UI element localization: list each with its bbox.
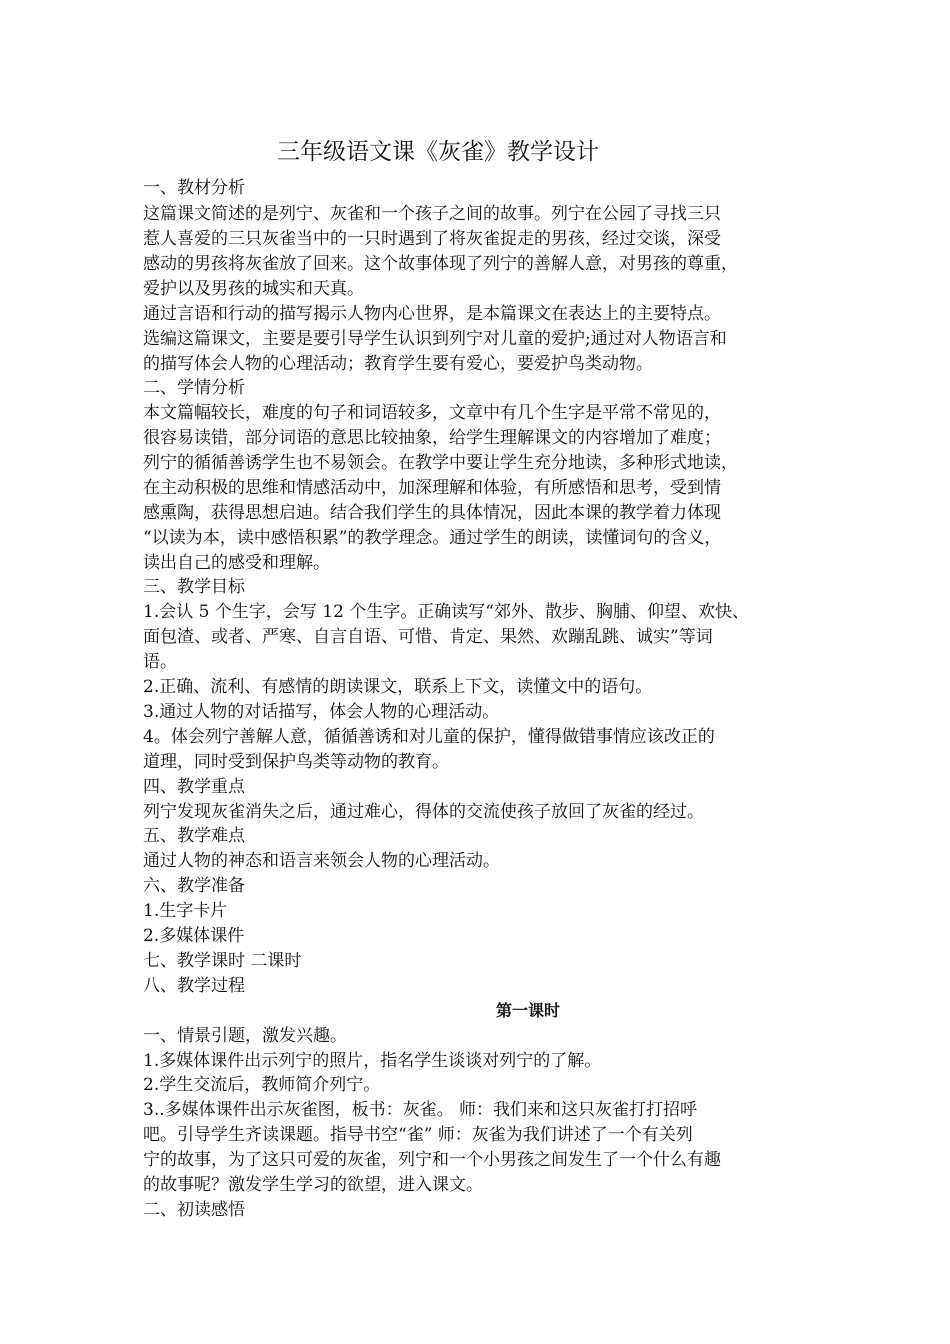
text-line: 2.正确、流利、有感情的朗读课文，联系上下文，读懂文中的语句。 [143,677,653,697]
text-line: 通过言语和行动的描写揭示人物内心世界，是本篇课文在表达上的主要特点。 [143,304,721,324]
text-line: 通过人物的神态和语言来领会人物的心理活动。 [143,851,500,871]
text-line: 在主动积极的思维和情感活动中，加深理解和体验，有所感悟和思考，受到情 [143,478,721,498]
text-line: 3..多媒体课件出示灰雀图，板书：灰雀。 师：我们来和这只灰雀打打招呼 [143,1100,698,1120]
text-line: 1.生字卡片 [143,901,228,921]
section-heading: 一、教材分析 [143,178,245,198]
text-line: 面包渣、或者、严寒、自言自语、可惜、肯定、果然、欢蹦乱跳、诚实”等词 [143,627,713,647]
section-heading: 八、教学过程 [143,976,245,996]
section-heading: 二、初读感悟 [143,1200,245,1220]
lesson-heading: 第一课时 [496,1001,561,1020]
text-line: 的描写体会人物的心理活动；教育学生要有爱心，要爱护鸟类动物。 [143,354,653,374]
text-line: 惹人喜爱的三只灰雀当中的一只时遇到了将灰雀捉走的男孩，经过交谈，深受 [143,229,721,249]
text-line: 读出自己的感受和理解。 [143,553,330,573]
text-line: 3.通过人物的对话描写，体会人物的心理活动。 [143,702,500,722]
text-line: 2.学生交流后，教师简介列宁。 [143,1075,381,1095]
section-heading: 二、学情分析 [143,378,245,398]
text-line: 1.多媒体课件出示列宁的照片，指名学生谈谈对列宁的了解。 [143,1051,602,1071]
section-heading: 三、教学目标 [143,577,245,597]
text-line: 道理，同时受到保护鸟类等动物的教育。 [143,752,449,772]
text-line: 爱护以及男孩的城实和天真。 [143,279,364,299]
text-line: 这篇课文简述的是列宁、灰雀和一个孩子之间的故事。列宁在公园了寻找三只 [143,204,721,224]
text-line: 很容易读错，部分词语的意思比较抽象，给学生理解课文的内容增加了难度； [143,428,721,448]
text-line: 1.会认 5 个生字，会写 12 个生字。正确读写“郊外、散步、胸脯、仰望、欢快、 [143,602,749,622]
text-line: 本文篇幅较长，难度的句子和词语较多，文章中有几个生字是平常不常见的， [143,403,721,423]
text-line: 感熏陶，获得思想启迪。结合我们学生的具体情况，因此本课的教学着力体现 [143,503,721,523]
section-heading: 六、教学准备 [143,876,245,896]
text-line: 宁的故事，为了这只可爱的灰雀，列宁和一个小男孩之间发生了一个什么有趣 [143,1150,721,1170]
section-heading: 一、情景引题，激发兴趣。 [143,1026,347,1046]
text-line: 4。体会列宁善解人意，循循善诱和对儿童的保护，懂得做错事情应该改正的 [143,727,715,747]
text-line: 吧。引导学生齐读课题。指导书空“雀” 师：灰雀为我们讲述了一个有关列 [143,1125,693,1145]
text-line: 选编这篇课文，主要是要引导学生认识到列宁对儿童的爱护;通过对人物语言和 [143,329,727,349]
section-heading: 五、教学难点 [143,826,245,846]
section-heading: 七、教学课时 二课时 [143,951,302,971]
document-title: 三年级语文课《灰雀》教学设计 [277,139,599,165]
text-line: 的故事呢？激发学生学习的欲望，进入课文。 [143,1175,483,1195]
text-line: 列宁的循循善诱学生也不易领会。在教学中要让学生充分地读，多种形式地读， [143,453,738,473]
text-line: 语。 [143,652,177,672]
text-line: 列宁发现灰雀消失之后，通过难心，得体的交流使孩子放回了灰雀的经过。 [143,802,704,822]
section-heading: 四、教学重点 [143,777,245,797]
text-line: 2.多媒体课件 [143,926,245,946]
text-line: “以读为本，读中感悟积累”的教学理念。通过学生的朗读，读懂词句的含义， [143,528,722,548]
text-line: 感动的男孩将灰雀放了回来。这个故事体现了列宁的善解人意，对男孩的尊重， [143,254,738,274]
